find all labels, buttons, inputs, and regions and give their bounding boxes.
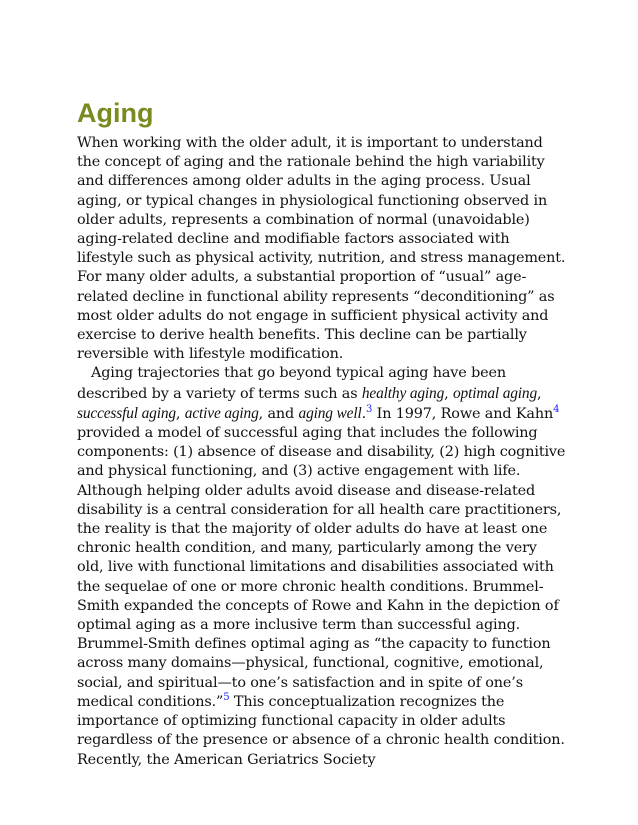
sentence-end: . [361,405,367,422]
paragraph-2 [77,364,567,769]
term-optimal-aging: optimal aging [453,384,537,402]
citation-4 [553,404,559,415]
paragraph-2-text: This conceptualization recognizes the importance of optimizing functional capacity in older adults regardless of the presence or absence of a chronic health condition. Recently, the American Geriatrics Society [77,693,565,768]
paragraph-2-text: provided a model of successful aging that includes the following components: (1) absence of disease and disability, (2) high cognitive and physical functioning, and (3) active engagement with life. Although helping older adults avoid disease and disease-related disability is a central consideration for all health care practitioners, the reality is that the majority of older adults do have at least one chronic health condition, and many, particularly among the very old, live with functional limitations and disabilities associated with the sequelae of one or more chronic health conditions. Brummel-Smith expanded the concepts of Rowe and Kahn in the depiction of optimal aging as a more inclusive term than successful aging. Brummel-Smith defines optimal aging as “the capacity to function across many domains—physical, functional, cognitive, emotional, social, and spiritual—to one’s satisfaction and in spite of one’s medical conditions.” [77,425,566,710]
term-separator: , [444,385,454,402]
paragraph-2-text: Aging trajectories that go beyond typical aging have been described by a variety of terms such as [77,365,506,402]
term-aging-well: aging well [298,404,362,422]
citation-link-5[interactable]: 5 [223,692,230,704]
term-healthy-aging: healthy aging [361,384,445,402]
term-separator: , and [258,405,299,422]
document-page [77,96,567,770]
section-heading: Aging [77,98,154,128]
citation-link-3[interactable]: 3 [366,404,373,416]
term-successful-aging: successful aging [77,404,176,422]
paragraph-2-text: In 1997, Rowe and Kahn [372,405,554,422]
paragraph-1: When working with the older adult, it is important to understand the concept of aging and the rationale behind the high variability and differences among older adults in the aging process. Usual aging, or typical changes in physiological functioning observed in older adults, represents a combination of normal (unavoidable) aging-related decline and modifiable factors associated with lifestyle such as physical activity, nutrition, and stress management. For many older adults, a substantial proportion of “usual” age-related decline in functional ability represents “deconditioning” as most older adults do not engage in sufficient physical activity and exercise to derive health benefits. This decline can be partially reversible with lifestyle modification. [77,135,566,363]
term-active-aging: active aging [184,404,259,422]
citation-link-4[interactable]: 4 [553,404,560,416]
term-separator: , [537,385,542,402]
term-separator: , [175,405,185,422]
